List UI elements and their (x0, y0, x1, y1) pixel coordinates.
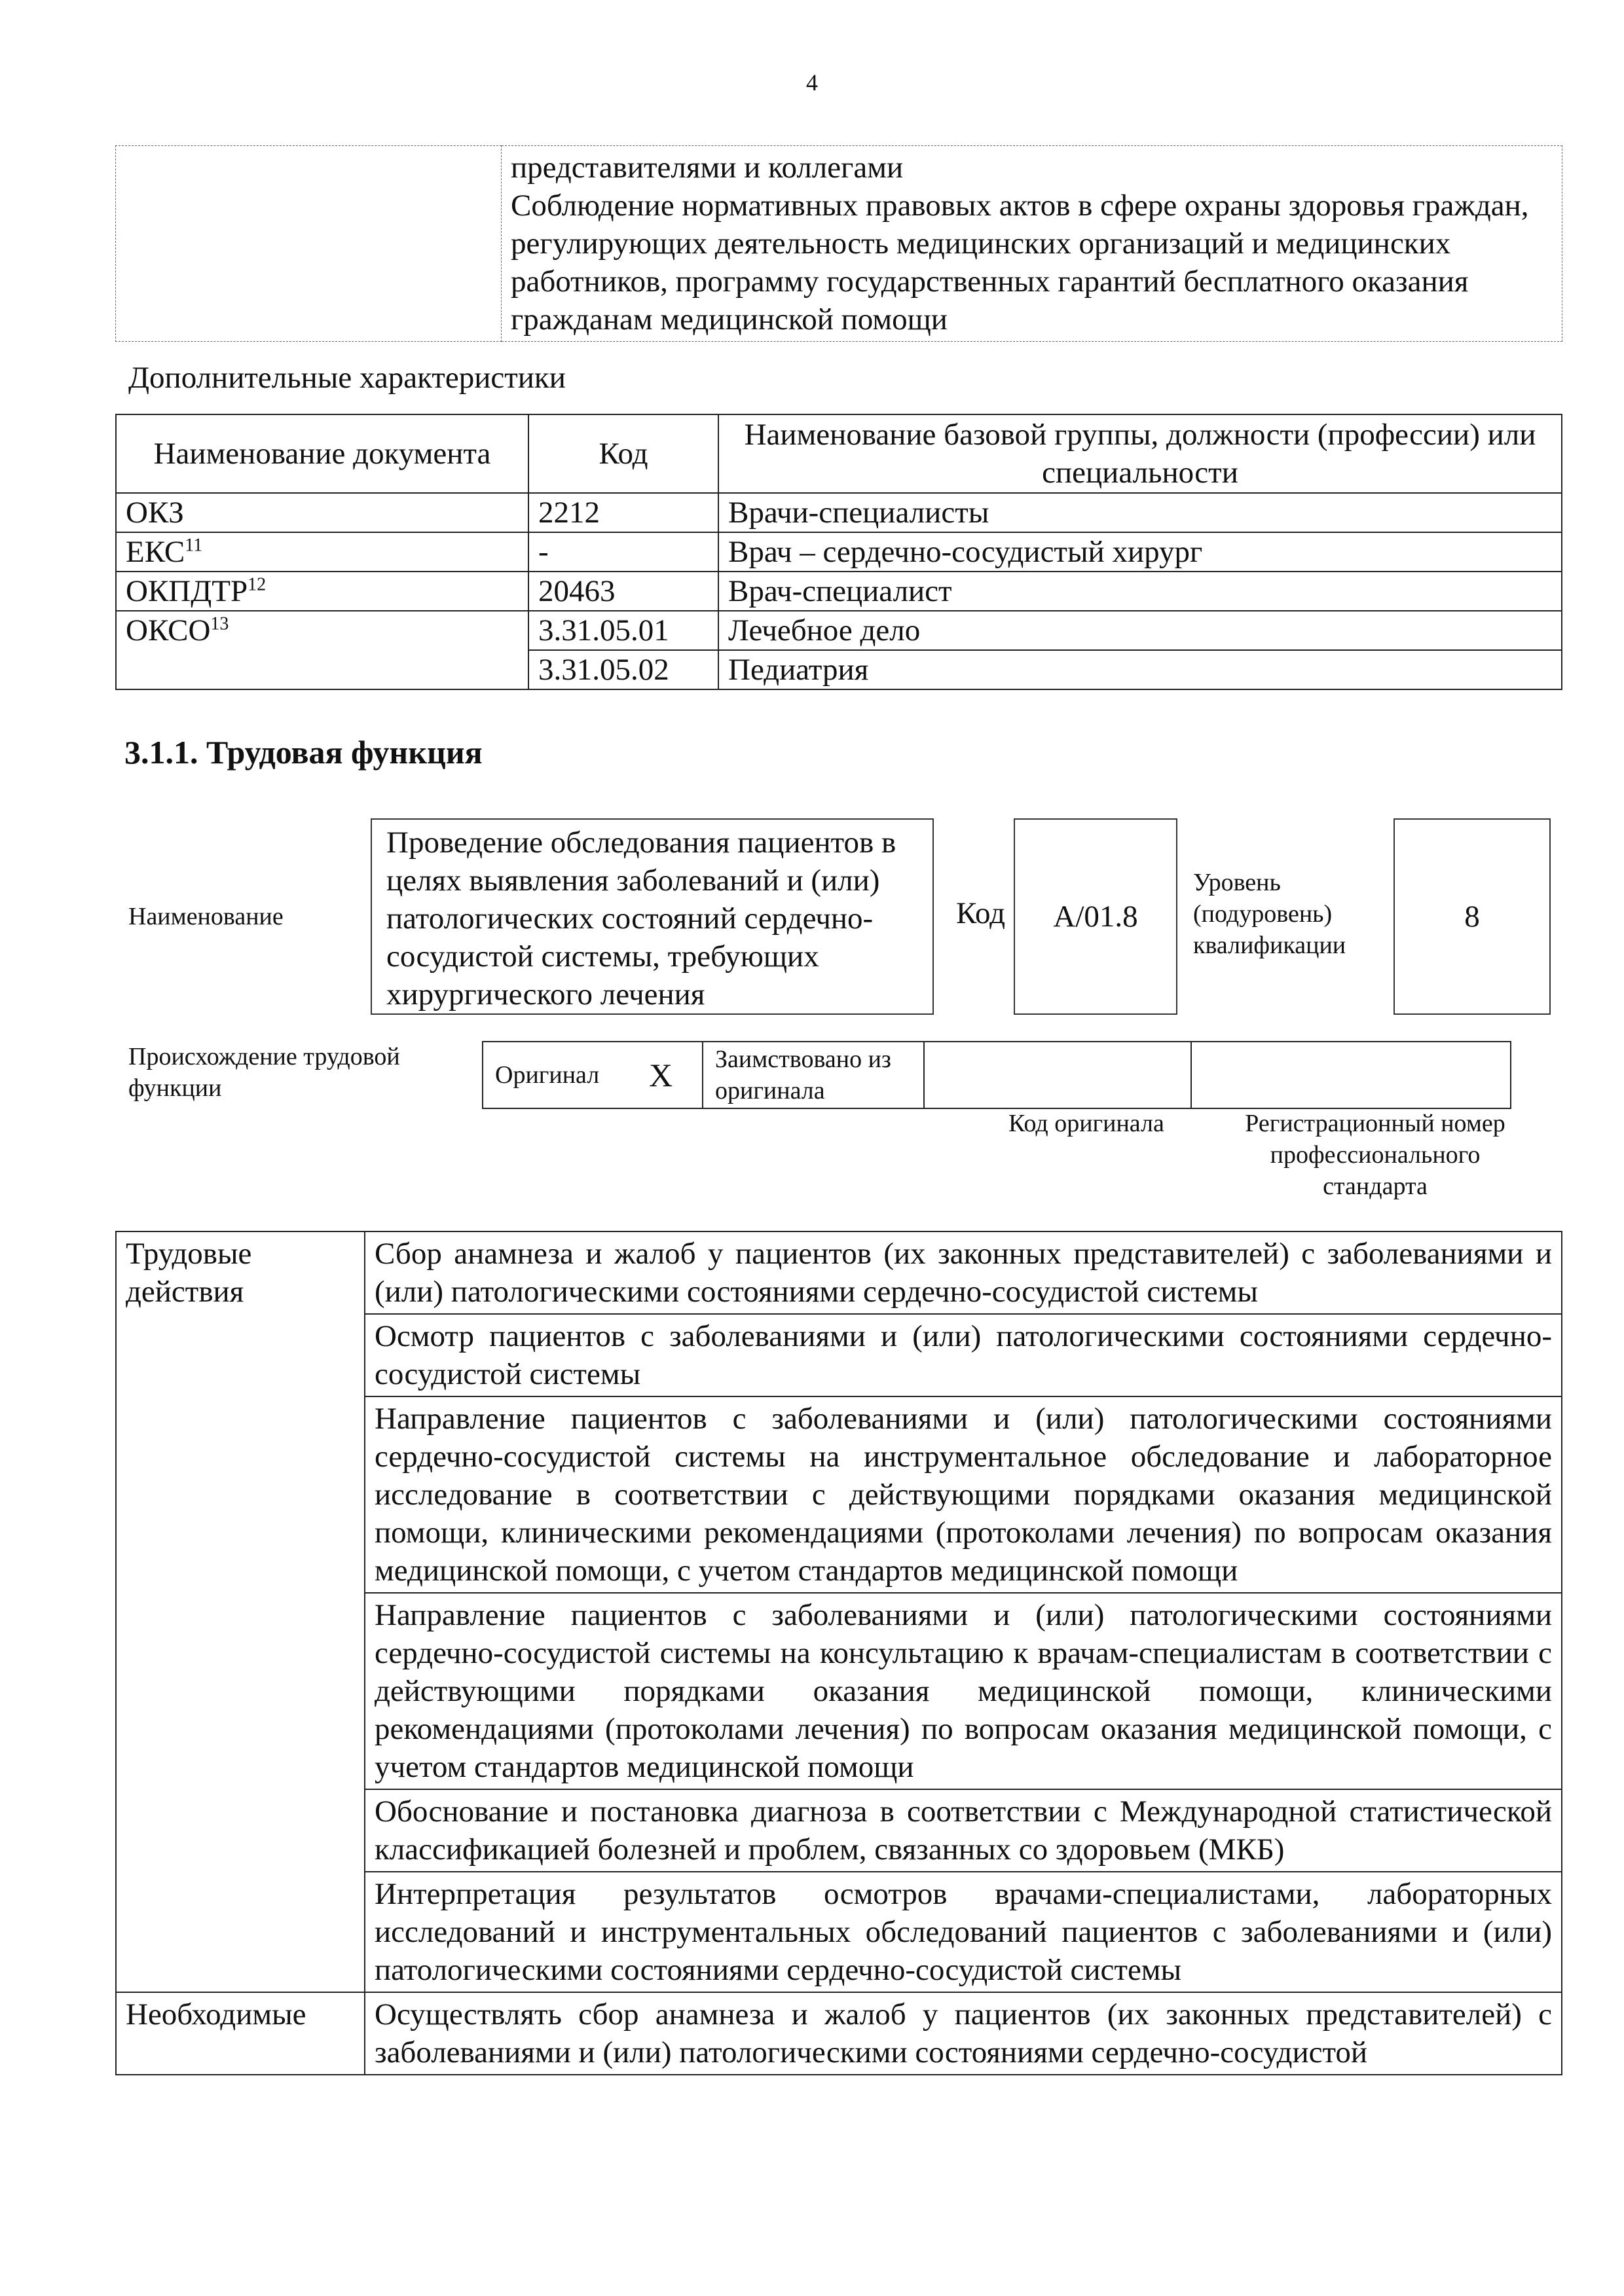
table-cell-code: 3.31.05.02 (528, 650, 718, 689)
page-number: 4 (806, 69, 818, 96)
action-item: Осмотр пациентов с заболеваниями и (или) патологическими состояниями сердечно-сосудистой системы (365, 1314, 1562, 1396)
doc-name: ЕКС (126, 535, 185, 569)
header-code: Код (528, 414, 718, 493)
action-item: Направление пациентов с заболеваниями и (или) патологическими состояниями сердечно-сосудистой системы на инструментальное обследование и лабораторное исследование в соответствии с действующими порядками оказания медицинской помощи, клиническими рекомендациями (протоколами лечения) по вопросам оказания медицинской помощи, с учетом стандартов медицинской помощи (365, 1396, 1562, 1593)
qualification-level-label: Уровень (подуровень) квалификации (1193, 869, 1346, 959)
table-cell-code: 2212 (528, 493, 718, 532)
table-cell-doc (116, 493, 528, 532)
name-label: Наименование (128, 903, 284, 930)
action-item: Обоснование и постановка диагноза в соответствии с Международной статистической классификацией болезней и проблем, связанных со здоровьем (МКБ) (365, 1789, 1562, 1872)
skill-item: Осуществлять сбор анамнеза и жалоб у пациентов (их законных представителей) с заболеваниями и (или) патологическими состояниями сердечно-сосудистой (365, 1992, 1562, 2075)
doc-name: ОКЗ (126, 496, 184, 530)
table-cell-code: - (528, 532, 718, 572)
table-cell-doc (116, 572, 528, 611)
code-original-label: Код оригинала (1008, 1110, 1164, 1137)
qualification-level-box (1393, 818, 1551, 1015)
function-code-box (1014, 818, 1177, 1015)
origin-original-label: Оригинал (483, 1042, 619, 1108)
doc-name: ОКПДТР (126, 574, 248, 608)
origin-mark: X (619, 1042, 703, 1108)
header-document: Наименование документа (116, 414, 528, 493)
continuation-line: представителями и коллегами (511, 151, 904, 185)
table-cell-doc (116, 611, 528, 689)
header-group-name: Наименование базовой группы, должности (профессии) или специальности (718, 414, 1562, 493)
footnote-ref: 13 (210, 613, 229, 634)
continuation-empty-cell (116, 146, 502, 342)
continuation-text-cell (502, 146, 1562, 342)
footnote-ref: 11 (185, 535, 203, 556)
continuation-table (115, 145, 1562, 342)
action-item: Направление пациентов с заболеваниями и (или) патологическими состояниями сердечно-сосудистой системы на консультацию к врачам-специалистам в соответствии с действующими порядками оказания медицинской помощи, клиническими рекомендациями (протоколами лечения) по вопросам оказания медицинской помощи, с учетом стандартов медицинской помощи (365, 1593, 1562, 1789)
table-cell-code: 20463 (528, 572, 718, 611)
continuation-line: Соблюдение нормативных правовых актов в сфере охраны здоровья граждан, регулирующих деятельность медицинских организаций и медицинских работников, программу государственных гарантий бесплатного оказания гражданам медицинской помощи (511, 189, 1529, 337)
table-cell-name: Врачи-специалисты (718, 493, 1562, 532)
action-item: Сбор анамнеза и жалоб у пациентов (их законных представителей) с заболеваниями и (или) патологическими состояниями сердечно-сосудистой системы (365, 1231, 1562, 1314)
function-code-value: А/01.8 (1053, 900, 1138, 934)
reg-number-label: Регистрационный номер профессионального стандарта (1245, 1110, 1505, 1200)
doc-name: ОКСО (126, 613, 211, 647)
action-item: Интерпретация результатов осмотров врачами-специалистами, лабораторных исследований и инструментальных обследований пациентов с заболеваниями и (или) патологическими состояниями сердечно-сосудистой системы (365, 1872, 1562, 1992)
labor-actions-table (115, 1231, 1562, 2075)
table-cell-name: Педиатрия (718, 650, 1562, 689)
skills-label: Необходимые (116, 1992, 365, 2075)
table-cell-name: Врач – сердечно-сосудистый хирург (718, 532, 1562, 572)
additional-characteristics-table (115, 414, 1562, 690)
table-cell-doc (116, 532, 528, 572)
origin-table (482, 1041, 1511, 1109)
table-cell-name: Врач-специалист (718, 572, 1562, 611)
origin-code-cell (924, 1042, 1191, 1108)
table-cell-code: 3.31.05.01 (528, 611, 718, 650)
function-name-box: Проведение обследования пациентов в целях выявления заболеваний и (или) патологических состояний сердечно-сосудистой системы, требующих хирургического лечения (371, 818, 934, 1015)
labor-function-heading: 3.1.1. Трудовая функция (124, 734, 483, 771)
table-cell-name: Лечебное дело (718, 611, 1562, 650)
origin-reg-cell (1191, 1042, 1511, 1108)
origin-label: Происхождение трудовой функции (128, 1043, 400, 1102)
qualification-level-value: 8 (1464, 900, 1480, 934)
origin-borrowed-label: Заимствовано из оригинала (703, 1042, 924, 1108)
footnote-ref: 12 (248, 574, 267, 595)
additional-characteristics-label: Дополнительные характеристики (128, 361, 566, 395)
actions-label: Трудовые действия (116, 1231, 365, 1992)
code-label: Код (956, 896, 1006, 930)
